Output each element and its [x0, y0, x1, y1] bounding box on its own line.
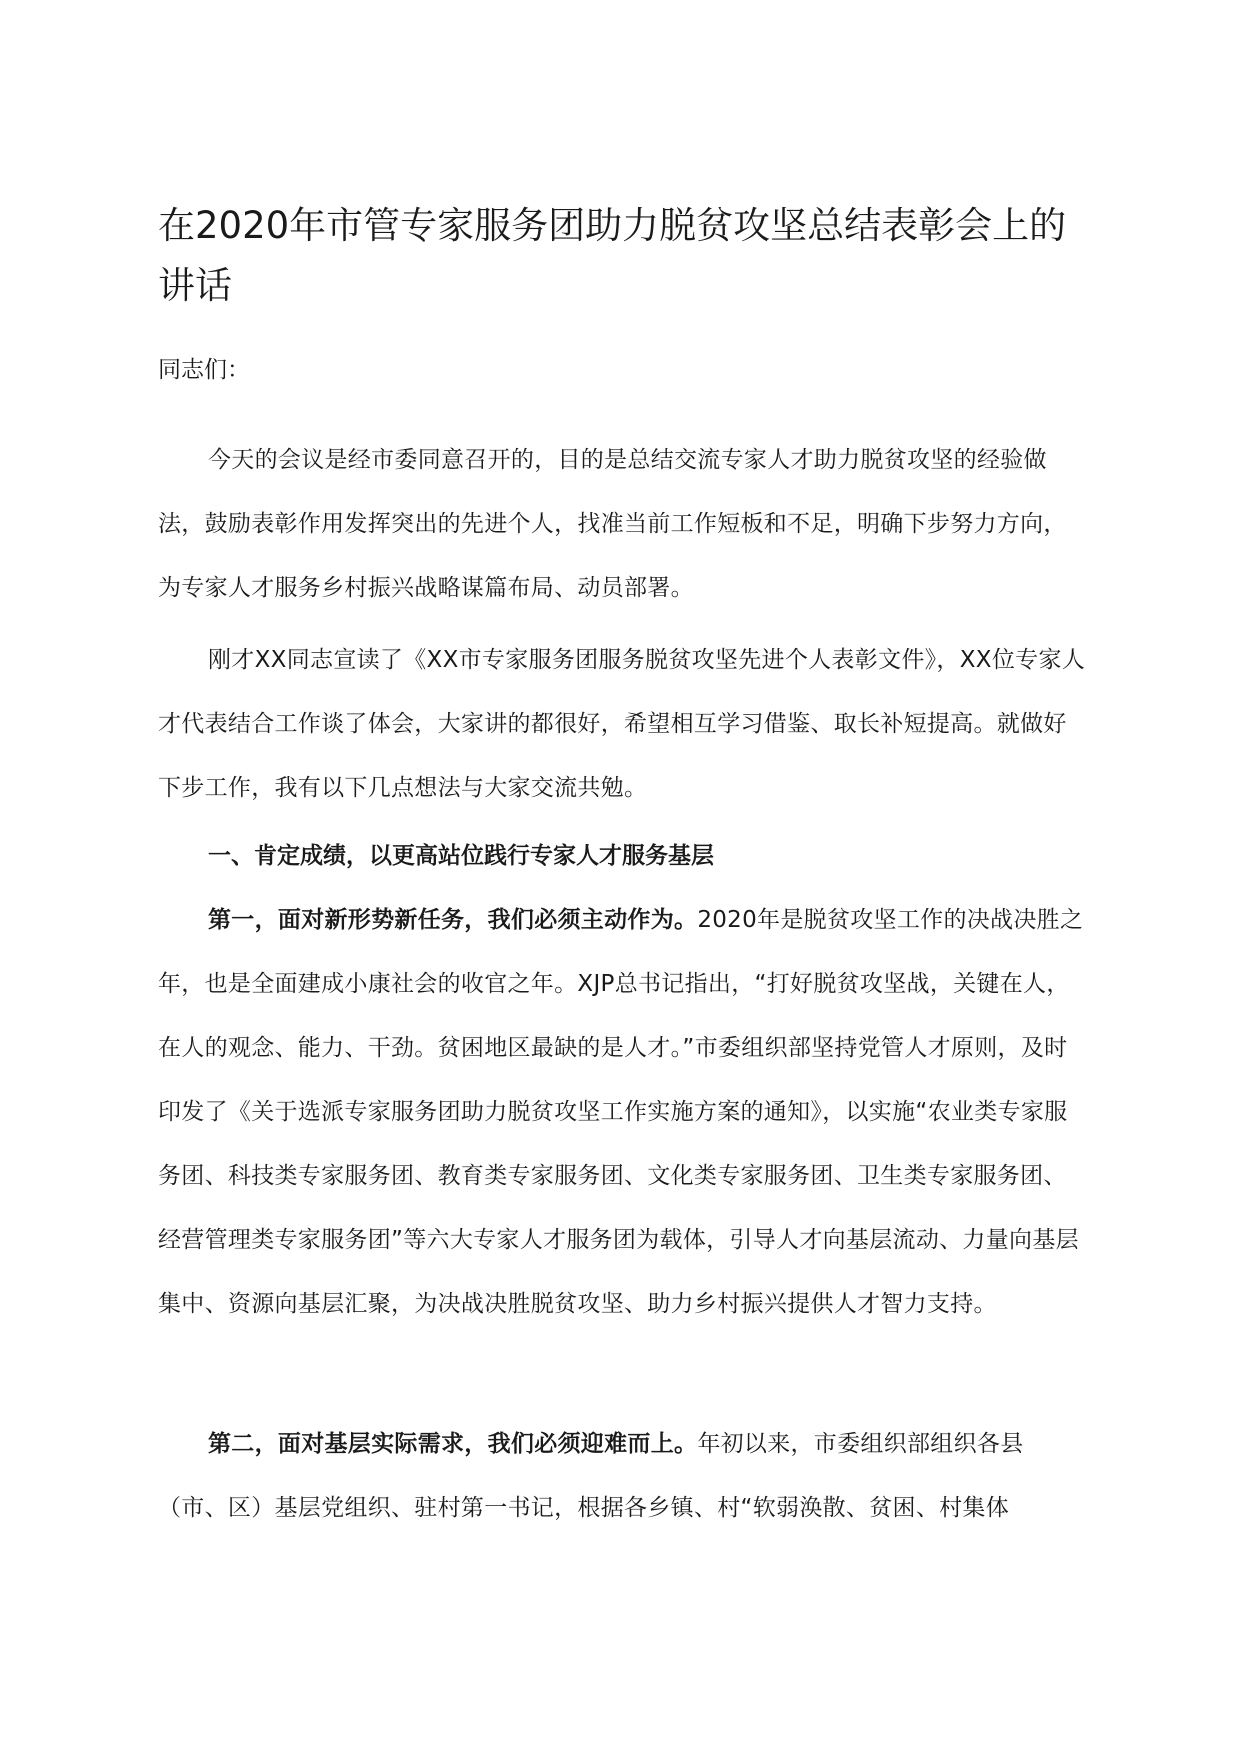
paragraph-opening: 今天的会议是经市委同意召开的，目的是总结交流专家人才助力脱贫攻坚的经验做法，鼓励表彰作用发挥突出的先进个人，找准当前工作短板和不足，明确下步努力方向，为专家人才服务乡村振兴战略谋篇布局、动员部署。 — [158, 447, 1067, 601]
document-title: 在2020年市管专家服务团助力脱贫攻坚总结表彰会上的讲话 — [158, 204, 1067, 307]
point-2-body: 年初以来，市委组织部组织各县（市、区）基层党组织、驻村第一书记，根据各乡镇、村“软弱涣散、贫困、村集体 — [158, 1431, 1024, 1521]
paragraph-point-1 — [158, 888, 1088, 1336]
point-2-lead: 第二，面对基层实际需求，我们必须迎难而上。 — [208, 1431, 698, 1457]
point-1-body: 2020年是脱贫攻坚工作的决战决胜之年，也是全面建成小康社会的收官之年。XJP总书记指出，“打好脱贫攻坚战，关键在人，在人的观念、能力、干劲。贫困地区最缺的是人才。”市委组织部坚持党管人才原则，及时印发了《关于选派专家服务团助力脱贫攻坚工作实施方案的通知》，以实施“农业类专家服务团、科技类专家服务团、教育类专家服务团、文化类专家服务团、卫生类专家服务团、经营管理类专家服务团”等六大专家人才服务团为载体，引导人才向基层流动、力量向基层集中、资源向基层汇聚，为决战决胜脱贫攻坚、助力乡村振兴提供人才智力支持。 — [158, 907, 1084, 1317]
section-heading-1: 一、肯定成绩，以更高站位践行专家人才服务基层 — [208, 843, 714, 869]
paragraph-point-2 — [158, 1412, 1088, 1540]
point-1-lead: 第一，面对新形势新任务，我们必须主动作为。 — [208, 907, 698, 933]
paragraph-recap: 刚才XX同志宣读了《XX市专家服务团服务脱贫攻坚先进个人表彰文件》，XX位专家人才代表结合工作谈了体会，大家讲的都很好，希望相互学习借鉴、取长补短提高。就做好下步工作，我有以下几点想法与大家交流共勉。 — [158, 647, 1086, 801]
greeting: 同志们： — [158, 357, 250, 383]
